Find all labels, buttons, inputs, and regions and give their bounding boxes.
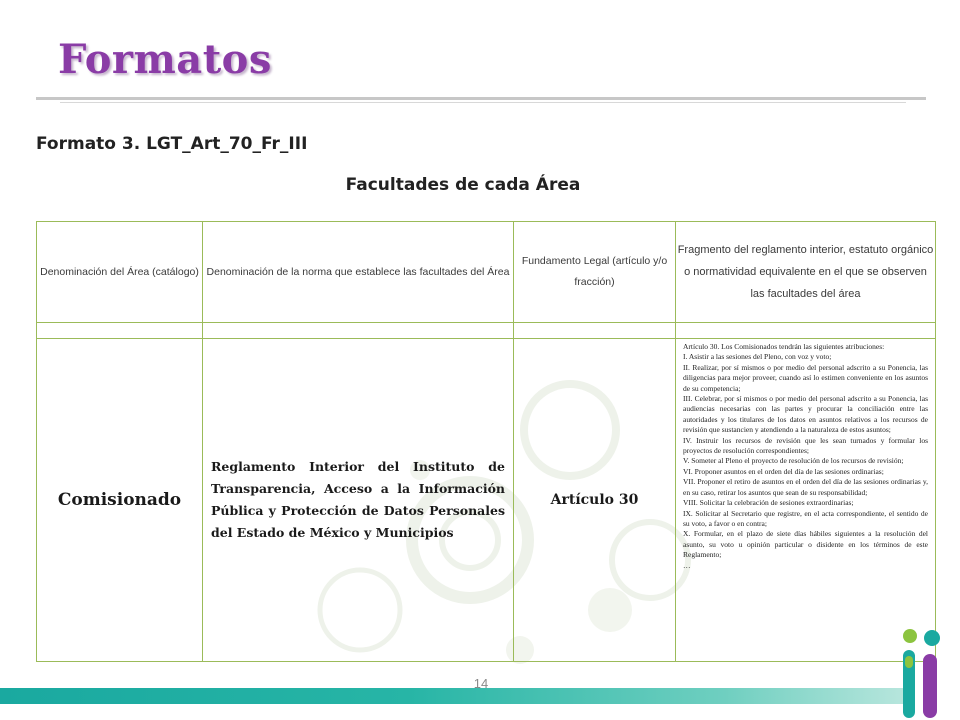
fragmento-line: III. Celebrar, por sí mismos o por medio del personal adscrito a su Ponencia, las audiencias necesarias con las partes y procurar la conciliación entre las autoridades y los titulares de los datos en asuntos relativos a los recursos de revisión que sustancien y atendiendo a la naturaleza de estos asuntos; — [683, 394, 928, 435]
format-subtitle: Formato 3. LGT_Art_70_Fr_III — [36, 134, 308, 154]
fragmento-line: I. Asistir a las sesiones del Pleno, con voz y voto; — [683, 352, 832, 362]
table-spacer-row — [37, 323, 936, 339]
fragmento-line: V. Someter al Pleno el proyecto de resolución de los recursos de revisión; — [683, 456, 904, 466]
header-fundamento-legal: Fundamento Legal (artículo y/o fracción) — [514, 222, 676, 323]
cell-norma: Reglamento Interior del Instituto de Transparencia, Acceso a la Información Pública y Protección de Datos Personales del Estado de México y Municipios — [203, 339, 514, 662]
fragmento-line: X. Formular, en el plazo de siete días hábiles siguientes a la resolución del asunto, su voto u opinión particular o disidente en los términos de este Reglamento; — [683, 529, 928, 560]
footer-bar — [0, 688, 906, 704]
fragmento-line: … — [683, 560, 691, 570]
cell-fragmento — [676, 339, 936, 662]
table-cell — [203, 323, 514, 339]
slide-title: Formatos — [58, 36, 272, 83]
fragmento-line: II. Realizar, por sí mismos o por medio del personal adscrito a su Ponencia, las diligencias para mejor proveer, cuando así lo estimen conveniente en los asuntos de su competencia; — [683, 362, 928, 393]
fragmento-line: IV. Instruir los recursos de revisión que les sean turnados y formular los proyectos de resolución correspondientes; — [683, 435, 928, 456]
fragmento-line: IX. Solicitar al Secretario que registre, en el acta correspondiente, el sentido de su voto, a favor o en contra; — [683, 508, 928, 528]
page-number: 14 — [473, 676, 489, 691]
header-fragmento: Fragmento del reglamento interior, estatuto orgánico o normatividad equivalente en el que se observen las facultades del área — [676, 222, 936, 323]
cell-fundamento: Artículo 30 — [514, 339, 676, 662]
fragmento-line: VI. Proponer asuntos en el orden del día de las sesiones ordinarias; — [683, 466, 884, 476]
fragmento-line: Artículo 30. Los Comisionados tendrán las siguientes atribuciones: — [683, 342, 885, 351]
header-denominacion-area: Denominación del Área (catálogo) — [37, 222, 203, 323]
table-cell — [37, 323, 203, 339]
section-heading: Facultades de cada Área — [345, 175, 581, 195]
table-cell — [676, 323, 936, 339]
title-divider — [36, 97, 926, 100]
header-denominacion-norma: Denominación de la norma que establece las facultades del Área — [203, 222, 514, 323]
table-header-row — [37, 222, 936, 323]
table-cell — [514, 323, 676, 339]
title-divider-thin — [60, 102, 906, 103]
fragmento-line: VIII. Solicitar la celebración de sesiones extraordinarias; — [683, 498, 854, 508]
fragmento-line: VII. Proponer el retiro de asuntos en el orden del día de las sesiones ordinarias y, en su caso, retirar los asuntos que sean de su responsabilidad; — [683, 477, 928, 497]
institute-logo — [896, 626, 956, 720]
cell-area: Comisionado — [37, 339, 203, 662]
table-row — [37, 339, 936, 662]
facultades-table — [36, 221, 936, 662]
